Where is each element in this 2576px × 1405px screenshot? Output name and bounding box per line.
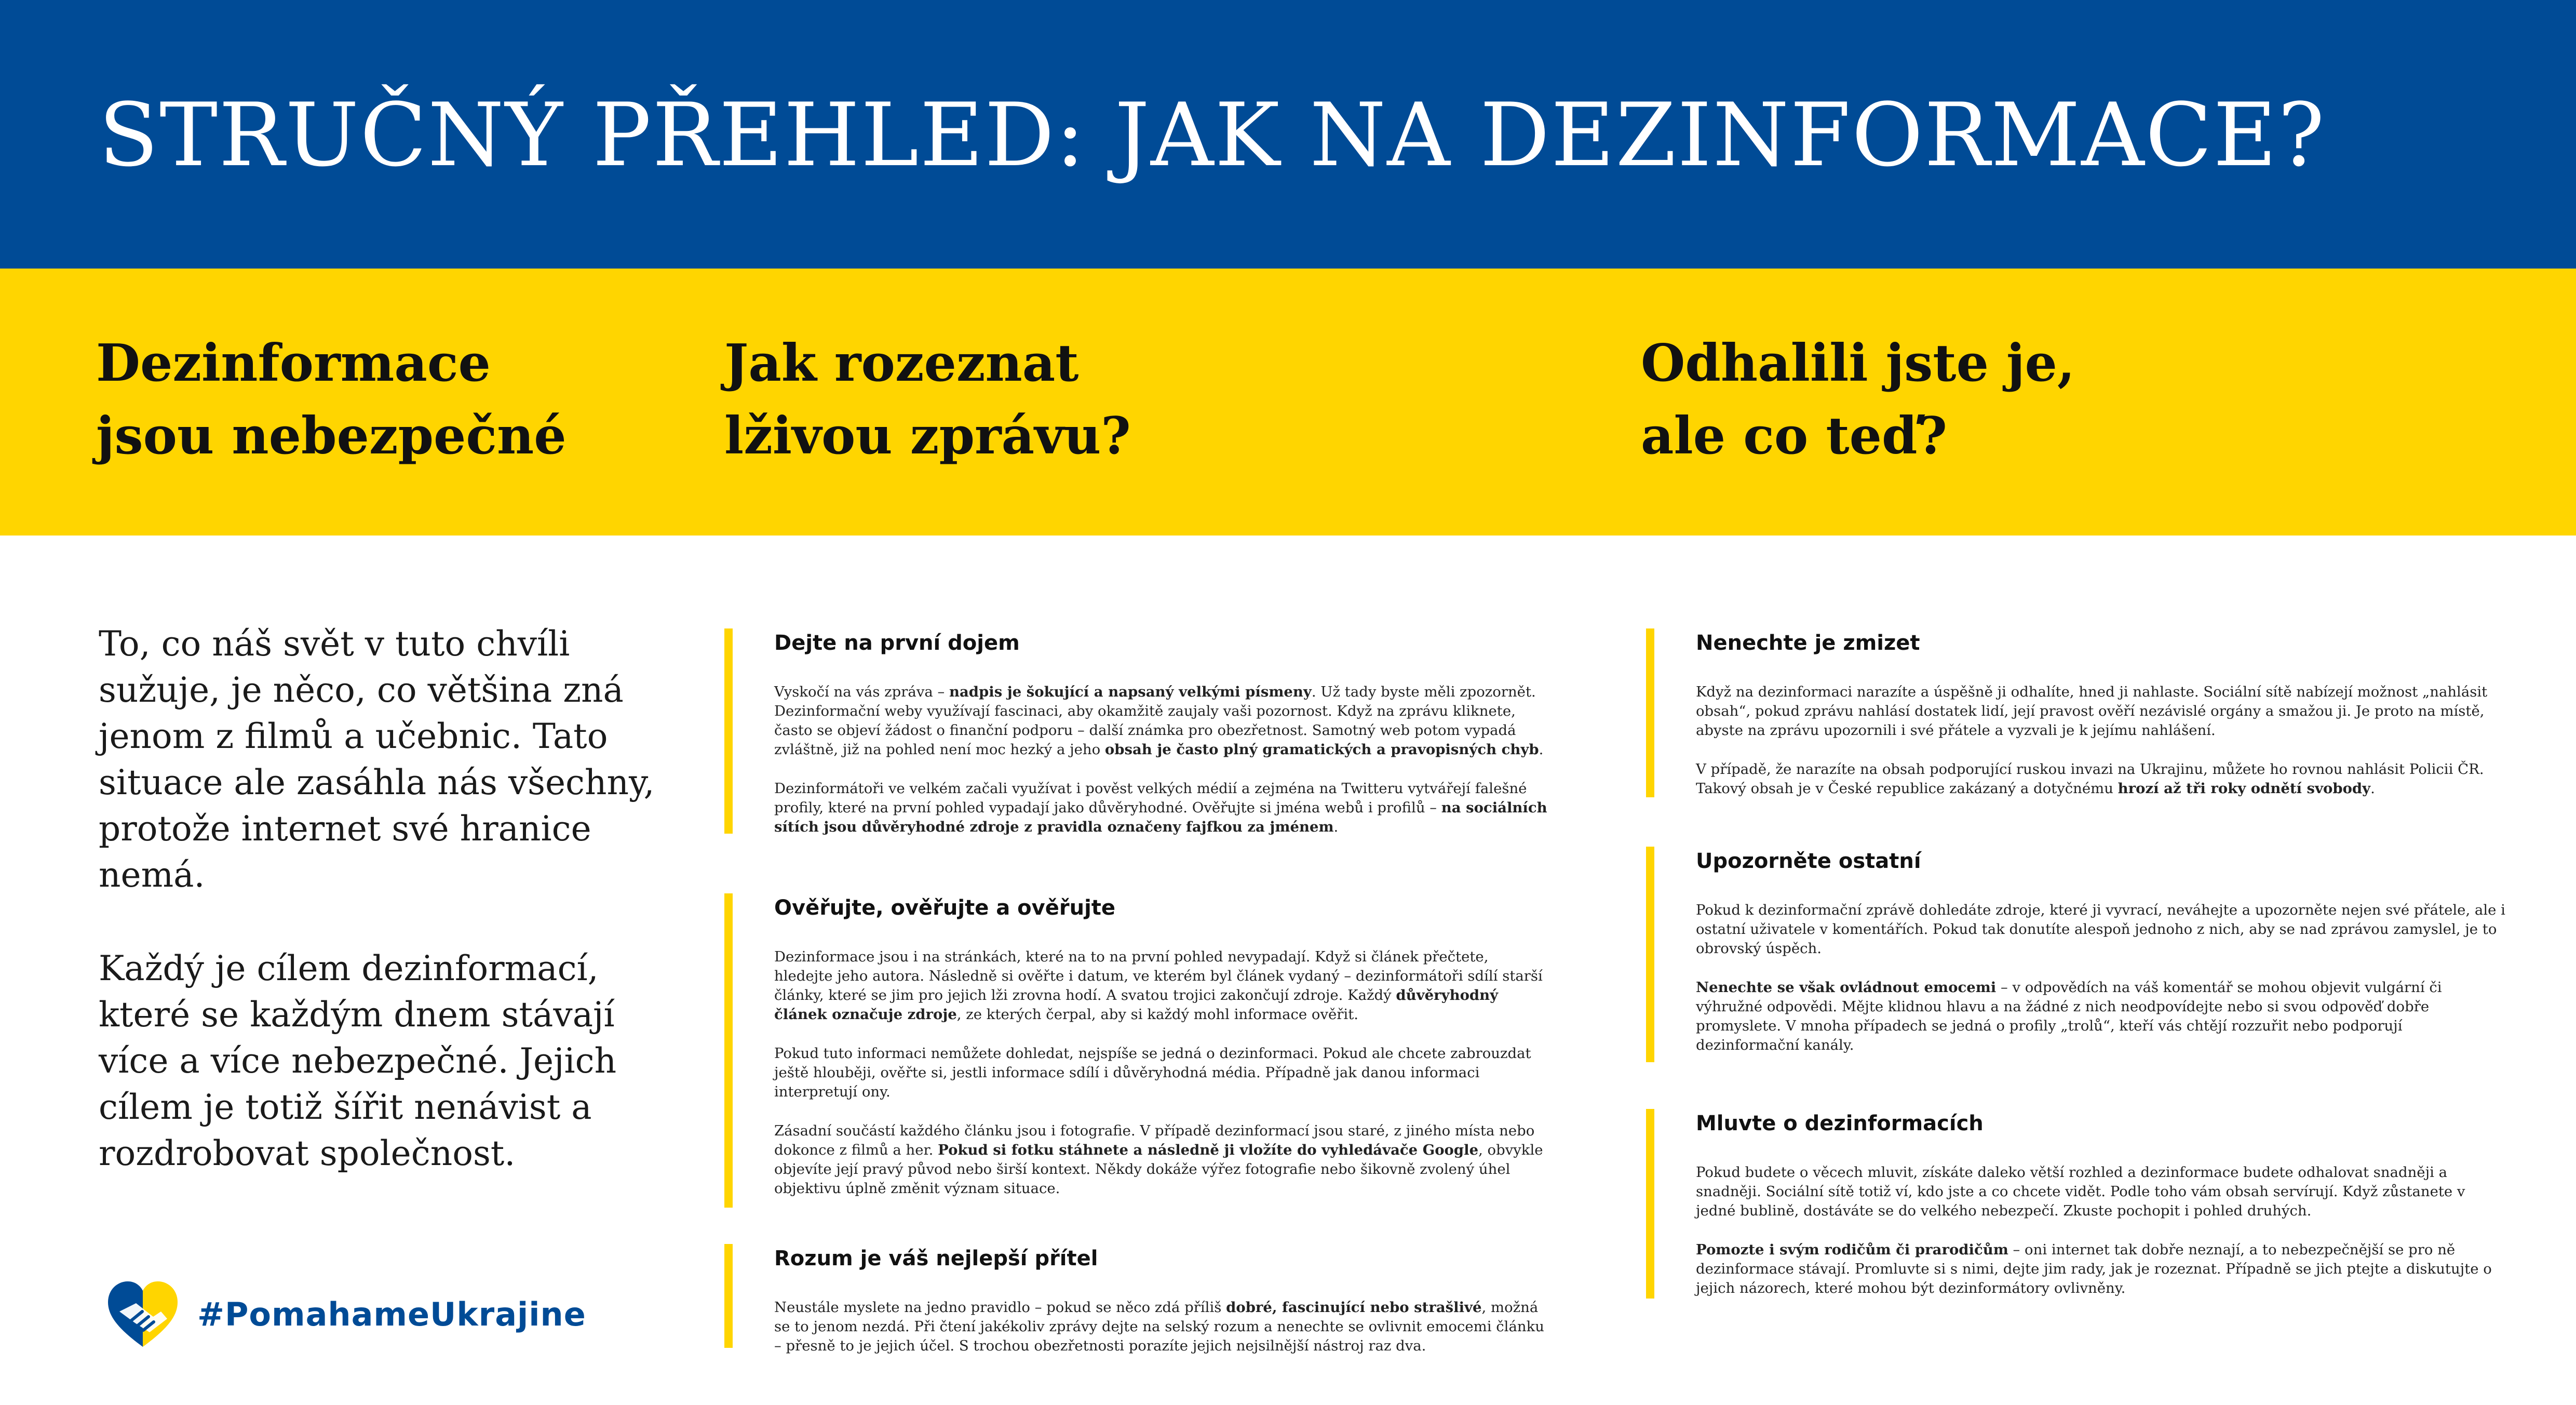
heading-recognize-line-1: Jak rozeznat xyxy=(724,333,1079,393)
text-bold: Pokud si fotku stáhnete a následně ji vložíte do vyhledávače Google xyxy=(938,1142,1479,1158)
section-title: Rozum je váš nejlepší přítel xyxy=(774,1247,1098,1270)
text-run: . Už tady byste měli zpozornět. Dezinformační weby využívají fascinaci, aby okamžitě zaujaly vaši pozornost. Když na zprávu kliknete, často se objeví žádost o finanční podporu – další známka pro obezřetnost. Samotný web potom vypadá zvláštně, již na pohled není moc hezký a jeho xyxy=(774,684,1536,758)
heading-revealed-line-2: ale co teď? xyxy=(1641,406,1947,466)
intro-paragraph-2: Každý je cílem dezinformací, které se každým dnem stávají více a více nebezpečné. Jejich cílem je totiž šířit nenávist a rozdrobovat společnost. xyxy=(99,948,617,1173)
section-paragraph xyxy=(774,779,1548,837)
pomahame-ukrajine-logo xyxy=(104,1275,586,1353)
section-title: Upozorněte ostatní xyxy=(1696,849,1921,873)
text-run: , obvykle objevíte její pravý původ nebo širší kontext. Někdy dokáže výřez fotografie nebo šikovně zvolený úhel objektivu úplně změnit význam situace. xyxy=(774,1142,1543,1197)
text-run: . xyxy=(1539,741,1544,758)
section-verify xyxy=(724,893,1548,1208)
section-paragraph xyxy=(774,683,1548,759)
heading-dangerous-line-2: jsou nebezpečné xyxy=(96,406,567,466)
section-first-impression xyxy=(724,628,1548,834)
section-paragraph xyxy=(774,1298,1548,1356)
text-run: V případě, že narazíte na obsah podporující ruskou invazi na Ukrajinu, můžete ho rovnou nahlásit Policii ČR. Takový obsah je v České republice zakázaný a dotyčnému xyxy=(1696,761,2484,797)
text-run: . xyxy=(1333,819,1339,835)
text-bold: Pomozte i svým rodičům či prarodičům xyxy=(1696,1241,2008,1258)
text-bold: dobré, fascinující nebo strašlivé xyxy=(1226,1299,1482,1316)
section-title: Ověřujte, ověřujte a ověřujte xyxy=(774,896,1116,920)
text-run: Dezinformace jsou i na stránkách, které na to na první pohled nevypadají. Když si článek přečtete, hledejte jeho autora. Následně si ověřte i datum, ve kterém byl článek vydaný – dezinformátoři sdílí starší články, které se jim pro jejich lži zrovna hodí. A svatou trojici zakončují zdroje. Každý xyxy=(774,948,1543,1003)
header-band xyxy=(0,0,2576,269)
heart-handshake-icon xyxy=(104,1275,182,1353)
text-bold: Nenechte se však ovládnout emocemi xyxy=(1696,979,1997,996)
section-paragraph xyxy=(1696,1240,2506,1298)
heading-dangerous xyxy=(96,327,567,473)
text-bold: na sociálních sítích jsou důvěryhodné zdroje z pravidla označeny fajfkou za jménem xyxy=(774,799,1547,835)
text-run: . xyxy=(2370,780,2375,797)
text-run: Neustále myslete na jedno pravidlo – pokud se něco zdá příliš xyxy=(774,1299,1226,1316)
section-paragraph xyxy=(774,1121,1548,1198)
heading-recognize-line-2: lživou zprávu? xyxy=(724,406,1131,466)
section-warn-others xyxy=(1646,847,2506,1062)
section-title: Dejte na první dojem xyxy=(774,631,1020,655)
text-run: – v odpovědích na váš komentář se mohou objevit vulgární či výhružné odpovědi. Mějte klidnou hlavu a na žádné z nich neodpovídejte nebo si svou odpověď dobře promyslete. V mnoha případech se jedná o profily „trolů“, kteří vás chtějí rozzuřit nebo podporují dezinformační kanály. xyxy=(1696,979,2442,1053)
section-talk xyxy=(1646,1109,2506,1299)
heading-revealed-line-1: Odhalili jste je, xyxy=(1641,333,2075,393)
section-paragraph xyxy=(1696,760,2506,798)
section-paragraph: Když na dezinformaci narazíte a úspěšně ji odhalíte, hned ji nahlaste. Sociální sítě nabízejí možnost „nahlásit obsah“, pokud zprávu nahlásí dostatek lidí, její pravost ověří nezávislé orgány a smažou ji. Je proto na místě, abyste na zprávu upozornili i své přátele a vyzvali je k jejímu nahlášení. xyxy=(1696,684,2488,739)
text-run: , ze kterých čerpal, aby si každý mohl informace ověřit. xyxy=(956,1006,1359,1023)
text-bold: hrozí až tři roky odnětí svobody xyxy=(2118,780,2371,797)
section-paragraph: Pokud k dezinformační zprávě dohledáte zdroje, které ji vyvrací, neváhejte a upozorněte nejen své přátele, ale i ostatní uživatele v komentářích. Pokud tak donutíte alespoň jednoho z nich, aby se nad zprávou zamyslel, je to obrovský úspěch. xyxy=(1696,902,2505,957)
page-title: STRUČNÝ PŘEHLED: JAK NA DEZINFORMACE? xyxy=(99,84,2326,186)
heading-revealed xyxy=(1641,327,2075,473)
logo-hashtag: #PomahameUkrajine xyxy=(197,1295,586,1333)
section-paragraph xyxy=(774,947,1548,1024)
section-title: Mluvte o dezinformacích xyxy=(1696,1112,1984,1135)
section-paragraph: Pokud budete o věcech mluvit, získáte daleko větší rozhled a dezinformace budete odhalovat snadněji a snadněji. Sociální sítě totiž ví, kdo jste a co chcete vidět. Podle toho vám obsah servírují. Když zůstanete v jedné bublině, dostáváte se do velkého nebezpečí. Zkuste pochopit i pohled druhých. xyxy=(1696,1164,2465,1219)
text-run: , možná se to jenom nezdá. Při čtení jakékoliv zprávy dejte na selský rozum a nenechte se ovlivnit emocemi článku – přesně to je jejich účel. S trochou obezřetnosti porazíte jejich nejsilnější nástroj raz dva. xyxy=(774,1299,1544,1354)
text-run: – oni internet tak dobře neznají, a to nebezpečnější se pro ně dezinformace stávají. Promluvte si s nimi, dejte jim rady, jak je rozeznat. Případně se jich ptejte a diskutujte o jejich názorech, které mohou být dezinformátory ovlivněny. xyxy=(1696,1241,2492,1296)
headings-band xyxy=(0,269,2576,536)
text-bold: nadpis je šokující a napsaný velkými písmeny xyxy=(949,684,1312,700)
text-run: Dezinformátoři ve velkém začali využívat i pověst velkých médií a zejména na Twitteru vytvářejí falešné profily, které na první pohled vypadají jako důvěryhodné. Ověřujte si jména webů i profilů – xyxy=(774,780,1527,816)
text-run: Vyskočí na vás zpráva – xyxy=(774,684,949,700)
heading-recognize xyxy=(724,327,1131,473)
heading-dangerous-line-1: Dezinformace xyxy=(96,333,491,393)
text-bold: obsah je často plný gramatických a pravopisných chyb xyxy=(1104,741,1539,758)
intro-paragraph-1: To, co náš svět v tuto chvíli sužuje, je něco, co většina zná jenom z filmů a učebnic. Tato situace ale zasáhla nás všechny, protože internet své hranice nemá. xyxy=(99,624,655,895)
text-bold: důvěryhodný článek označuje zdroje xyxy=(774,987,1499,1023)
text-run: Zásadní součástí každého článku jsou i fotografie. V případě dezinformací jsou staré, z jiného místa nebo dokonce z filmů a her. xyxy=(774,1122,1535,1158)
section-dont-let-vanish xyxy=(1646,628,2506,797)
section-title: Nenechte je zmizet xyxy=(1696,631,1920,655)
section-paragraph xyxy=(1696,978,2506,1055)
section-paragraph: Pokud tuto informaci nemůžete dohledat, nejspíše se jedná o dezinformaci. Pokud ale chcete zabrouzdat ještě hlouběji, ověřte si, jestli informace sdílí i důvěryhodná média. Případně jak danou informaci interpretují ony. xyxy=(774,1045,1531,1100)
section-reason xyxy=(724,1244,1548,1354)
